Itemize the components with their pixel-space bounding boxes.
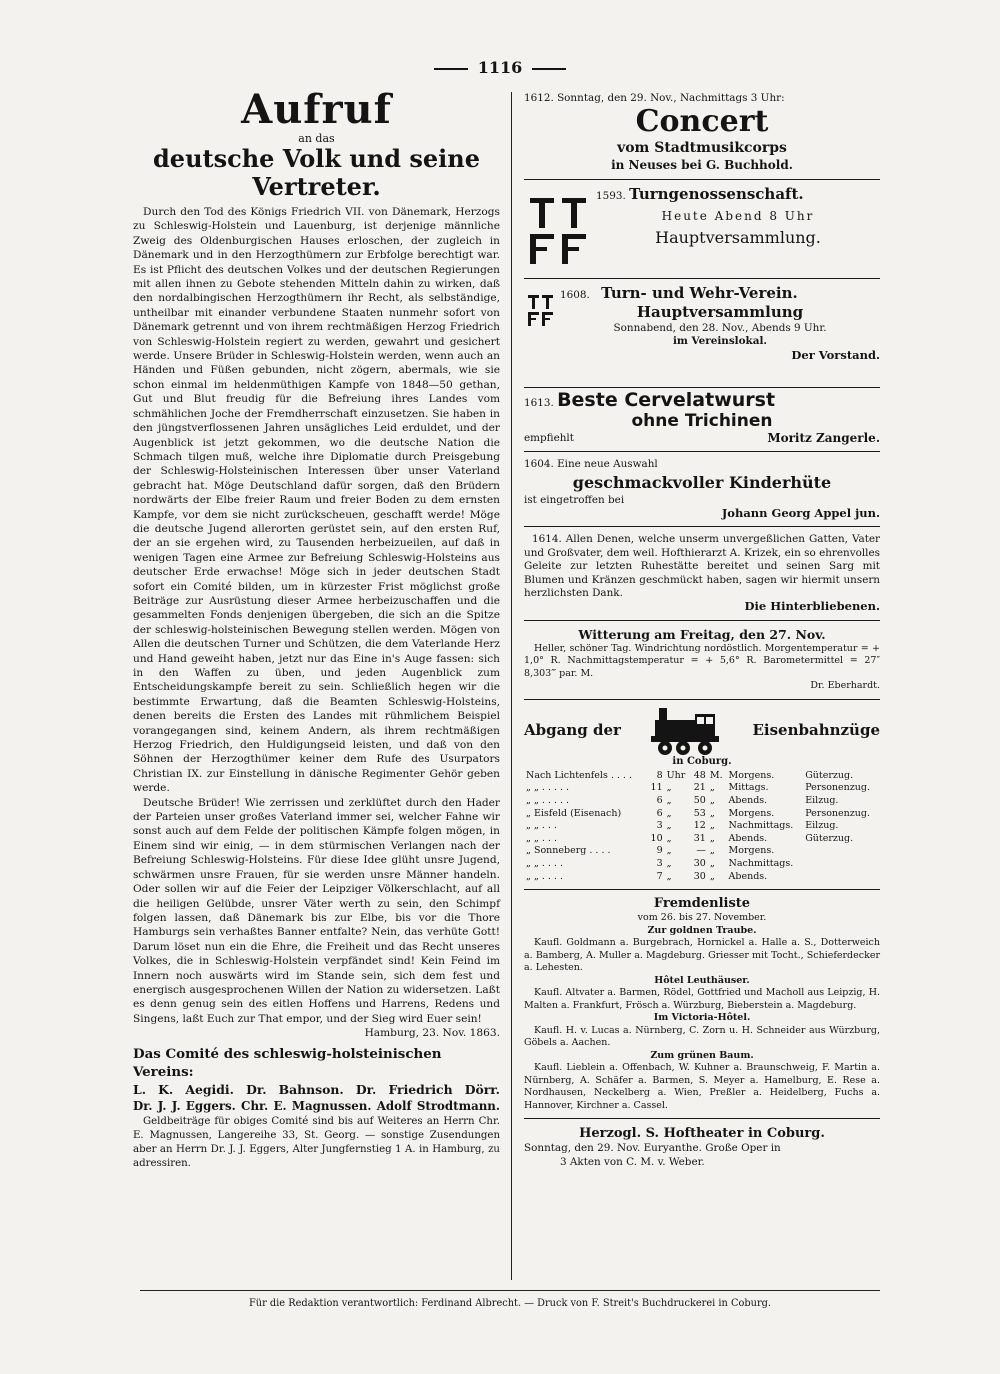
aufruf-paragraph: Durch den Tod des Königs Friedrich VII. von Dänemark, Herzogs zu Schleswig-Holstein und Lauenburg, ist derjenige männliche Zweig des Oldenburgischen Hauses erloschen, der zugleich in Dänemark und in den Herzogthümern zur Erbfolge berechtigt war. Es ist Pflicht des deutschen Volkes und der deutschen Regierungen mit allen ihnen zu Gebote stehenden Mitteln dahin zu wirken, daß den nordalbingischen Herzogthümern ihr Recht, als selbständige, untheilbar mit einander verbundene Staaten nunmehr sofort von Dänemark getrennt und von ihrem rechtmäßigen Herzog Friedrich von Schleswig-Holstein regiert zu werden, gewahrt und gesichert werde. Unsere Brüder in Schleswig-Holstein werden, wenn auch an Händen und Füßen gebunden, nicht zögern, abermals, wie sie schon einmal im heldenmüthigen Kampfe von 1848—50 gethan, Gut und Blut freudig für die Befreiung ihres Landes vom schmählichen Joche der Fremdherrschaft einzusetzen. Sie haben in den jüngstverflossenen Jahren unsägliches Leid erduldet, und der Augenblick ist jetzt gekommen, wo die deutsche Nation die Schmach tilgen muß, welche ihre Diplomatie durch Preisgebung der Schleswig-Holsteinischen Interessen über unser Vaterland gebracht hat. Möge Deutschland dafür sorgen, daß den Brüdern nordwärts der Elbe freier Raum und freier Boden zu dem ernsten Kampfe, vor dem sie nicht zurückscheuen, geschafft werde! Möge die deutsche Jugend allerorten gerüstet sein, auf den ersten Ruf, der an sie ergehen wird, zu Tausenden herbeizueilen, auf daß in wenigen Tagen eine Armee zur Befreiung Schleswig-Holsteins aus deutscher Erde erwachse! Möge sich in jeder deutschen Stadt sofort ein Comité bilden, um in kürzester Frist möglichst große Beiträge zur Ausrüstung dieser Armee herbeizuschaffen und die gesammelten Fonds denjenigen übergeben, die sich an die Spitze der schleswig-holsteinischen Bewegung stellen werden. Mögen von Allen die deutschen Turner und Schützen, die dem Vaterlande Herz und Hand geweiht haben, jetzt nur das Eine in's Auge fassen: sich in den Waffen zu üben, und jeden Augenblick zum Entscheidungskampfe bereit zu sein. Schließlich hegen wir die bestimmte Erwartung, daß die Beamten Schleswig-Holsteins, denen bereits die Ersten des Landes mit rühmlichem Beispiel vorangegangen sind, keinem Andern, als ihrem rechtmäßigen Herzog Friedrich, den Huldigungseid leisten, und daß von den Söhnen der Herzogthümer keiner dem Rufe des Usurpators Christian IX. zur Einstellung in dänische Regimenter Gehör geben werde.	[133, 206, 500, 795]
divider	[524, 620, 880, 621]
timetable-cell: 8	[656, 769, 663, 781]
timetable-cell: Personenzug.	[805, 807, 870, 819]
timetable-cell: 50	[693, 795, 706, 807]
timetable-cell	[803, 845, 880, 858]
cervelat-line-1: Beste Cervelatwurst	[557, 389, 776, 412]
timetable-cell: „	[666, 845, 672, 857]
divider	[532, 68, 566, 70]
timetable-row	[524, 808, 880, 821]
timetable-cell: Morgens.	[728, 807, 775, 819]
timetable-cell: „	[709, 795, 715, 807]
locomotive-icon	[651, 706, 723, 756]
timetable-cell: 11	[650, 782, 663, 794]
turnverein-title: Turn- und Wehr-Verein.	[601, 284, 798, 303]
timetable-cell: 7	[656, 870, 663, 882]
timetable-cell: 3	[656, 820, 663, 832]
fremdenliste-title: Fremdenliste	[653, 896, 751, 912]
imprint-footer: Für die Redaktion verantwortlich: Ferdinand Albrecht. — Druck von F. Streit's Buchdruckerei in Coburg.	[248, 1298, 772, 1309]
cervelat-recommends: empfiehlt	[524, 431, 574, 444]
turner-emblem-icon-svg	[526, 194, 592, 266]
timetable-cell: „	[709, 845, 715, 857]
hoftheater-line-1: Sonntag, den 29. Nov. Euryanthe. Große Oper in	[524, 1142, 781, 1155]
aufruf-subtitle: deutsche Volk und seine Vertreter.	[153, 144, 480, 201]
hotel-guests: Kaufl. H. v. Lucas a. Nürnberg, C. Zorn u. H. Schneider aus Würzburg, Göbels a. Aachen.	[524, 1024, 880, 1049]
concert-title: Concert	[635, 104, 769, 140]
timetable-cell: Abends.	[728, 870, 768, 882]
timetable-cell: „ Eisfeld (Eisenach)	[526, 807, 622, 819]
timetable-cell: „ „ . . . . .	[526, 782, 570, 794]
divider	[524, 1118, 880, 1119]
dank-ad	[524, 533, 880, 613]
timetable-cell: Nachmittags.	[728, 858, 794, 870]
timetable-cell: „	[709, 782, 715, 794]
divider	[524, 278, 880, 279]
ad-number: 1604.	[524, 458, 554, 471]
eisenbahn-block	[524, 706, 880, 883]
timetable-cell: „	[666, 795, 672, 807]
hotel-name: Im Victoria-Hôtel.	[653, 1012, 751, 1024]
timetable-cell	[803, 858, 880, 871]
divider	[140, 1290, 880, 1291]
committee-title: Das Comité des schleswig-holsteinischen Vereins:	[133, 1045, 442, 1080]
timetable-row	[524, 782, 880, 795]
witterung-signature: Dr. Eberhardt.	[810, 680, 880, 692]
timetable-cell: 9	[656, 845, 663, 857]
hotel-name: Zur goldnen Traube.	[647, 924, 757, 936]
eisenbahn-title-right: Eisenbahnzüge	[752, 721, 880, 740]
concert-line-2: in Neuses bei G. Buchhold.	[611, 158, 793, 173]
timetable-cell: „	[666, 820, 672, 832]
turner-emblem-icon	[526, 194, 592, 273]
timetable-row	[524, 858, 880, 871]
hotel-list	[524, 925, 880, 1113]
timetable-cell: „ „ . . .	[526, 832, 557, 844]
concert-line-1: vom Stadtmusikcorps	[617, 140, 787, 157]
turnverein-line-3: im Vereinslokal.	[672, 335, 768, 348]
ad-number: 1608.	[560, 289, 590, 302]
timetable-cell: „	[709, 858, 715, 870]
cervelat-merchant: Moritz Zangerle.	[767, 430, 880, 445]
turnverein-line-2: Sonnabend, den 28. Nov., Abends 9 Uhr.	[613, 321, 827, 334]
concert-date: Sonntag, den 29. Nov., Nachmittags 3 Uhr:	[557, 92, 785, 104]
timetable-cell: 3	[656, 858, 663, 870]
column-divider	[511, 92, 512, 1280]
timetable-cell: Eilzug.	[805, 820, 839, 832]
timetable-cell: 53	[693, 807, 706, 819]
concert-ad	[524, 92, 880, 173]
timetable-cell: „ „ . . . .	[526, 858, 564, 870]
divider	[524, 387, 880, 388]
kinderhuete-merchant: Johann Georg Appel jun.	[721, 506, 880, 521]
timetable-cell: 10	[650, 832, 663, 844]
timetable-cell: „	[709, 807, 715, 819]
turngenossenschaft-line-1: Heute Abend 8 Uhr	[661, 208, 815, 223]
timetable-cell: Güterzug.	[805, 832, 854, 844]
kinderhuete-line-2: geschmackvoller Kinderhüte	[572, 472, 832, 492]
dank-text: Allen Denen, welche unserm unvergeßlichen Gatten, Vater und Großvater, dem weil. Hofthierarzt A. Krizek, ein so ehrenvolles Geleite zur letzten Ruhestätte bereitet und seinen Sarg mit Blumen und Kränzen geschmückt haben, sagen wir hiermit unsern herzlichsten Dank.	[524, 533, 880, 600]
eisenbahn-title-left: Abgang der	[524, 721, 621, 740]
timetable-cell: Morgens.	[728, 845, 775, 857]
hoftheater-line-2: 3 Akten von C. M. v. Weber.	[560, 1155, 705, 1168]
committee-members-1: L. K. Aegidi. Dr. Bahnson. Dr. Friedrich Dörr.	[133, 1081, 500, 1097]
timetable-cell: 31	[693, 832, 706, 844]
timetable-cell: Mittags.	[728, 782, 769, 794]
timetable-row	[524, 770, 880, 783]
timetable-row	[524, 845, 880, 858]
cervelat-line-2: ohne Trichinen	[631, 410, 773, 431]
timetable-cell: 30	[693, 870, 706, 882]
timetable-cell: „ „ . . .	[526, 820, 557, 832]
committee-note: Geldbeiträge für obiges Comité sind bis auf Weiteres an Herrn Chr. E. Magnussen, Langereihe 33, St. Georg. — sonstige Zusendungen aber an Herrn Dr. J. J. Eggers, Alter Jungfernstieg 1 A. in Hamburg, zu adressiren.	[133, 1115, 500, 1169]
committee-members-2: Dr. J. J. Eggers. Chr. E. Magnussen. Adolf Strodtmann.	[133, 1098, 500, 1113]
ad-number: 1614.	[532, 533, 562, 546]
timetable-cell: „	[709, 832, 715, 844]
page-number	[0, 58, 1000, 77]
ad-number: 1612.	[524, 92, 554, 104]
kinderhuete-line-1: Eine neue Auswahl	[557, 458, 658, 471]
timetable-cell: Güterzug.	[805, 769, 854, 781]
timetable-cell: 6	[656, 807, 663, 819]
witterung-block	[524, 627, 880, 693]
hotel-name: Zum grünen Baum.	[650, 1049, 754, 1061]
timetable-cell: „	[666, 870, 672, 882]
timetable-cell: „ „ . . . . .	[526, 795, 570, 807]
turngenossenschaft-title: Turngenossenschaft.	[629, 185, 804, 204]
timetable-cell: Abends.	[728, 795, 768, 807]
timetable-cell: 6	[656, 795, 663, 807]
turngenossenschaft-line-2: Hauptversammlung.	[655, 228, 821, 248]
ads-column	[524, 92, 880, 1169]
timetable-cell: Nach Lichtenfels . . . .	[526, 769, 632, 781]
turner-emblem-small-icon	[526, 293, 556, 333]
timetable-cell	[803, 871, 880, 884]
eisenbahn-timetable	[524, 770, 880, 883]
aufruf-body	[133, 205, 500, 1026]
ad-number: 1613.	[524, 397, 554, 410]
timetable-cell: 21	[693, 782, 706, 794]
timetable-row	[524, 833, 880, 846]
ad-number: 1593.	[596, 190, 626, 203]
aufruf-title: Aufruf	[241, 86, 392, 133]
timetable-row	[524, 871, 880, 884]
timetable-cell: „	[666, 858, 672, 870]
turnverein-signature: Der Vorstand.	[791, 347, 880, 362]
timetable-cell: 48	[693, 769, 706, 781]
hotel-guests: Kaufl. Lieblein a. Offenbach, W. Kuhner a. Braunschweig, F. Martin a. Nürnberg, A. Schäfer a. Barmen, S. Meyer a. Hamelburg, E. Rese a. Nordhausen, Neckelberg a. Wien, Preßler a. Heidelberg, Fuchs a. Hannover, Kirchner a. Cassel.	[524, 1062, 880, 1111]
timetable-cell: „ Sonneberg . . . .	[526, 845, 611, 857]
aufruf-article	[133, 88, 500, 1171]
cervelat-ad	[524, 389, 880, 445]
timetable-row	[524, 820, 880, 833]
hotel-guests: Kaufl. Goldmann a. Burgebrach, Hornickel a. Halle a. S., Dotterweich a. Bamberg, A. Muller a. Magdeburg. Griesser mit Tocht., Schieferdecker a. Lehesten.	[524, 937, 880, 974]
page-number-text: 1116	[477, 58, 523, 77]
timetable-cell: Nachmittags.	[728, 820, 794, 832]
divider	[434, 68, 468, 70]
timetable-cell: Uhr	[666, 769, 686, 781]
dank-signature: Die Hinterbliebenen.	[744, 599, 880, 614]
hotel-name: Hôtel Leuthäuser.	[654, 974, 750, 986]
fremdenliste-block	[524, 896, 880, 1112]
timetable-cell: „	[709, 870, 715, 882]
timetable-row	[524, 795, 880, 808]
timetable-cell: 30	[693, 858, 706, 870]
kinderhuete-ad	[524, 458, 880, 520]
kinderhuete-line-3: ist eingetroffen bei	[524, 493, 625, 506]
fremdenliste-dates: vom 26. bis 27. November.	[637, 912, 767, 924]
witterung-text: Heller, schöner Tag. Windrichtung nordöstlich. Morgentemperatur = + 1,0° R. Nachmittagstemperatur = + 5,6° R. Barometermittel = 27″ 8,303‴ par. M.	[524, 642, 880, 679]
timetable-cell: M.	[709, 769, 723, 781]
turnverein-ad	[524, 285, 880, 381]
hoftheater-block	[524, 1125, 880, 1169]
divider	[524, 889, 880, 890]
timetable-cell: „	[666, 782, 672, 794]
divider	[524, 526, 880, 527]
divider	[524, 179, 880, 180]
timetable-cell: Personenzug.	[805, 782, 870, 794]
timetable-cell: —	[696, 845, 706, 857]
hotel-guests: Kaufl. Altvater a. Barmen, Rödel, Gottfried und Macholl aus Leipzig, H. Malten a. Frankfurt, Frösch a. Würzburg, Bieberstein a. Magdeburg.	[524, 987, 880, 1011]
divider	[524, 699, 880, 700]
witterung-title: Witterung am Freitag, den 27. Nov.	[578, 626, 826, 642]
turnverein-line-1: Hauptversammlung	[636, 302, 804, 321]
eisenbahn-subtitle: in Coburg.	[672, 755, 732, 767]
hoftheater-title: Herzogl. S. Hoftheater in Coburg.	[579, 1126, 825, 1142]
aufruf-place-date: Hamburg, 23. Nov. 1863.	[364, 1027, 500, 1040]
divider	[524, 451, 880, 452]
aufruf-an-das: an das	[298, 132, 335, 145]
timetable-cell: „ „ . . . .	[526, 870, 564, 882]
timetable-cell: Morgens.	[728, 769, 775, 781]
timetable-cell: „	[709, 820, 715, 832]
timetable-cell: „	[666, 807, 672, 819]
timetable-cell: 12	[693, 820, 706, 832]
aufruf-paragraph: Deutsche Brüder! Wie zerrissen und zerklüftet durch den Hader der Parteien unser großes Vaterland immer sei, welcher Fahne wir sonst auch auf dem Felde der politischen Kämpfe folgen mögen, in Einem sind wir einig, — in dem stürmischen Verlangen nach der Befreiung Schleswig-Holsteins. Für diese Idee glüht unsre Jugend, schwärmen unsre Frauen, für sie werden unsre Männer handeln. Oder sollen wir auf die Feier der Leipziger Völkerschlacht, auf all die heiligen Gelübde, unsrer Väter werth zu sein, den Schimpf folgen lassen, daß Dänemark bis zur Elbe, bis vor die Thore Hamburgs sein verhaßtes Banner entfalte? Nein, das verhüte Gott! Darum löset nun ein die Ehre, die Freiheit und das Recht unseres Volkes, die in Schleswig-Holstein verpfändet sind! Kein Feind im Innern noch auswärts wird im Stande sein, sich dem fest und energisch ausgesprochenen Willen der Nation zu widersetzen. Laßt es denn genug sein des eitlen Hoffens und Harrens, Redens und Singens, laßt Euch zur That empor, und der Sieg wird Euer sein!	[133, 796, 500, 1025]
timetable-cell: Abends.	[728, 832, 768, 844]
timetable-cell: Eilzug.	[805, 795, 839, 807]
turngenossenschaft-ad	[524, 186, 880, 272]
timetable-cell: „	[666, 832, 672, 844]
